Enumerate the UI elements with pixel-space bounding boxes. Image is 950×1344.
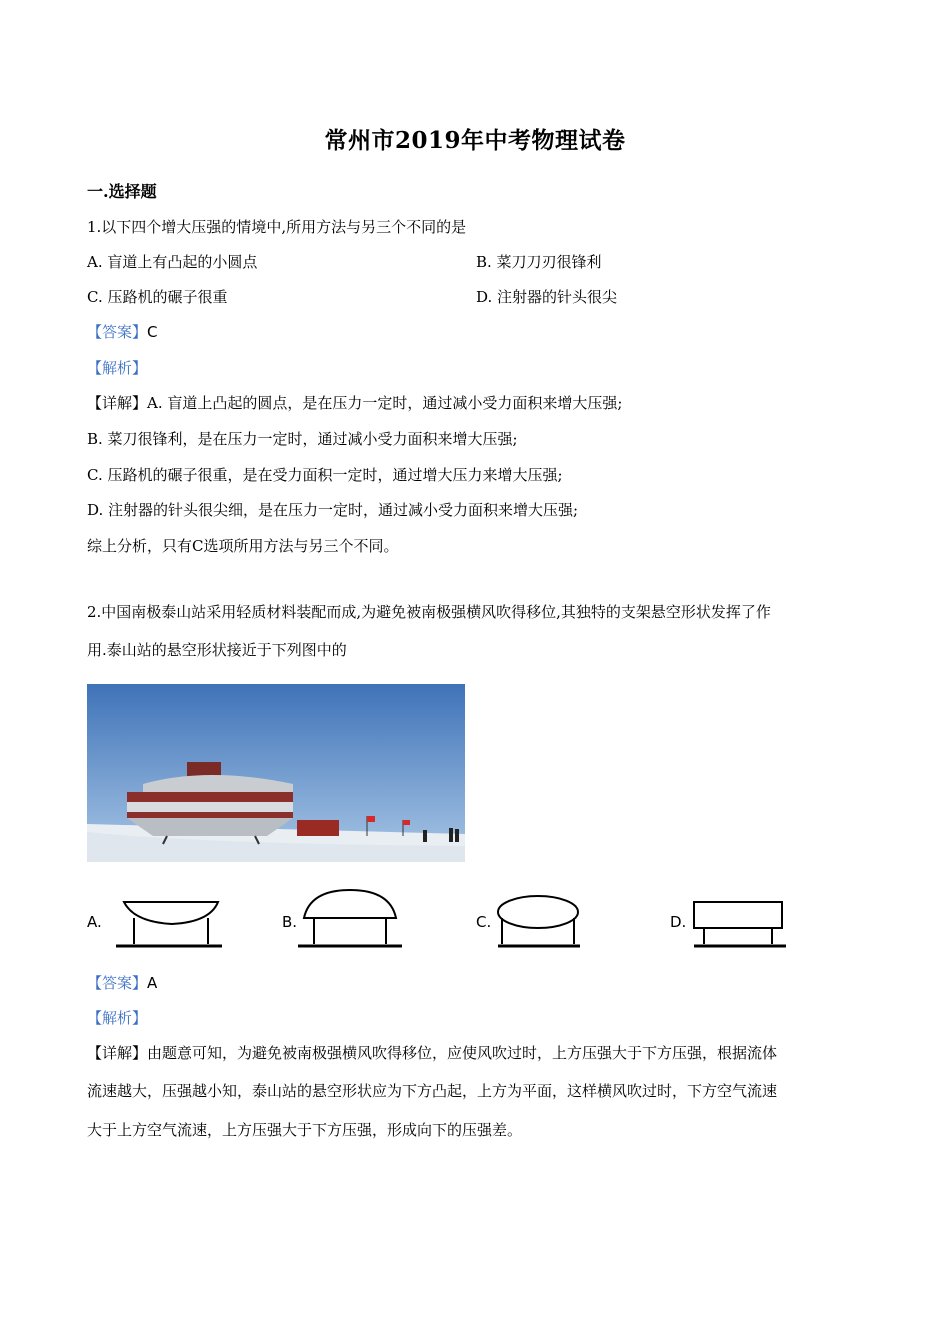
q2-stem-line2: 用.泰山站的悬空形状接近于下列图中的 xyxy=(87,641,347,659)
answer-value: C xyxy=(147,323,158,341)
q2-analysis-tag: 【解析】 xyxy=(87,1009,148,1027)
q1-detail-2: B. 菜刀很锋利，是在压力一定时，通过减小受力面积来增大压强; xyxy=(87,430,518,448)
section-heading: 一.选择题 xyxy=(87,182,157,201)
q1-detail-1 xyxy=(87,392,622,414)
q1-option-d: D. 注射器的针头很尖 xyxy=(476,288,618,306)
q2-option-b-label: B. xyxy=(282,913,298,931)
q1-analysis-tag: 【解析】 xyxy=(87,359,148,377)
q2-stem-line1: 2.中国南极泰山站采用轻质材料装配而成,为避免被南极强横风吹得移位,其独特的支架悬空形状发挥了作 xyxy=(87,603,771,621)
page-title: 常州市2019年中考物理试卷 xyxy=(324,127,626,154)
q1-stem: 1.以下四个增大压强的情境中,所用方法与另三个不同的是 xyxy=(87,218,467,236)
q1-option-b: B. 菜刀刀刃很锋利 xyxy=(476,253,602,271)
detail-tag: 【详解】 xyxy=(87,394,148,412)
q1-answer xyxy=(87,321,158,343)
q2-option-d-label: D. xyxy=(670,913,687,931)
q1-detail-3: C. 压路机的碾子很重，是在受力面积一定时，通过增大压力来增大压强; xyxy=(87,466,563,484)
q2-option-c-diagram xyxy=(492,890,584,952)
answer-tag: 【答案】 xyxy=(87,974,148,992)
answer-tag: 【答案】 xyxy=(87,323,148,341)
answer-value: A xyxy=(147,974,158,992)
q2-option-a-diagram xyxy=(112,896,224,952)
q1-option-a: A. 盲道上有凸起的小圆点 xyxy=(87,253,258,271)
q1-summary: 综上分析，只有C选项所用方法与另三个不同。 xyxy=(87,537,399,555)
q2-detail-1 xyxy=(87,1042,777,1064)
q2-detail-3: 大于上方空气流速，上方压强大于下方压强，形成向下的压强差。 xyxy=(87,1121,523,1139)
q2-option-d-diagram xyxy=(690,896,790,952)
q2-option-c-label: C. xyxy=(476,913,492,931)
q1-detail-4: D. 注射器的针头很尖细，是在压力一定时，通过减小受力面积来增大压强; xyxy=(87,501,579,519)
q2-option-b-diagram xyxy=(296,886,406,952)
q2-detail-2: 流速越大，压强越小知，泰山站的悬空形状应为下方凸起，上方为平面，这样横风吹过时，下方空气流速 xyxy=(87,1082,778,1100)
q2-answer xyxy=(87,972,157,994)
taishan-station-photo xyxy=(87,684,465,862)
detail-tag: 【详解】 xyxy=(87,1044,148,1062)
detail-text: A. 盲道上凸起的圆点，是在压力一定时，通过减小受力面积来增大压强; xyxy=(147,394,623,412)
q2-option-a-label: A. xyxy=(87,913,102,931)
detail-text: 由题意可知，为避免被南极强横风吹得移位，应使风吹过时，上方压强大于下方压强，根据流体 xyxy=(147,1044,778,1062)
q1-option-c: C. 压路机的碾子很重 xyxy=(87,288,228,306)
